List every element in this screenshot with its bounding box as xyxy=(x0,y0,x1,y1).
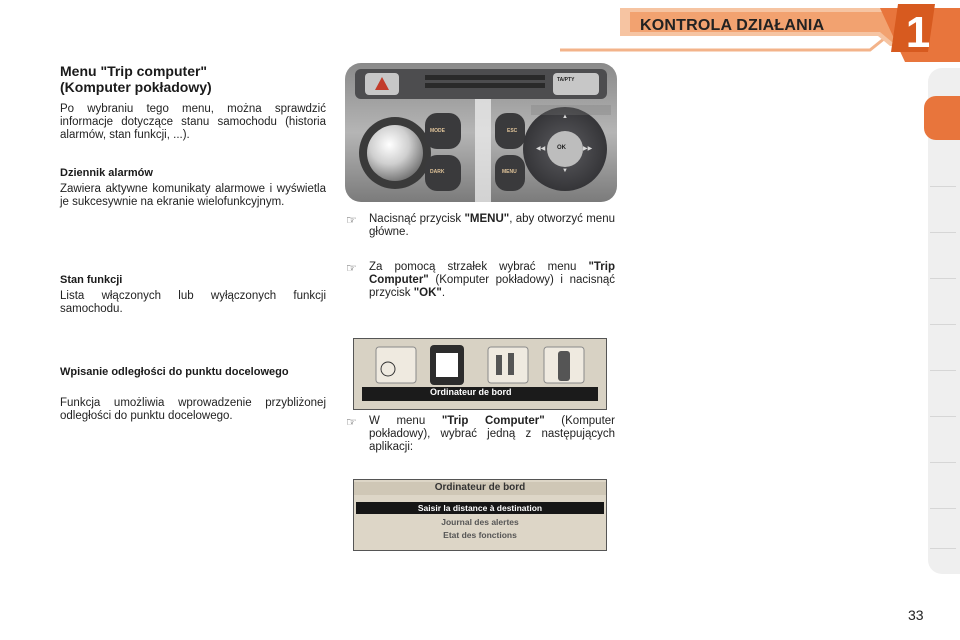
submenu-item[interactable]: Etat des fonctions xyxy=(443,530,517,540)
menu-button-label: MENU xyxy=(502,169,517,175)
submenu-item-selected[interactable]: Saisir la distance à destination xyxy=(417,503,543,513)
active-chapter-tab[interactable] xyxy=(924,96,960,140)
tab-divider xyxy=(930,186,956,187)
tab-divider xyxy=(930,370,956,371)
section-title-line2: (Komputer pokładowy) xyxy=(60,79,212,95)
arrow-right-icon: ▶▶ xyxy=(583,146,593,152)
chapter-tab-rail xyxy=(928,68,960,574)
tab-divider xyxy=(930,508,956,509)
trip-computer-submenu-screen xyxy=(353,479,607,551)
arrow-up-icon: ▲ xyxy=(562,114,568,120)
function-status-heading: Stan funkcji xyxy=(60,274,123,286)
chapter-number: 1 xyxy=(905,8,931,57)
instruction-step-2: Za pomocą strzałek wybrać menu "Trip Computer" (Komputer pokładowy) i nacisnąć przycisk "OK". xyxy=(369,261,615,299)
section-title xyxy=(60,63,212,95)
distance-entry-heading: Wpisanie odległości do punktu docelowego xyxy=(60,366,289,378)
mode-button-label: MODE xyxy=(430,128,445,134)
tab-divider xyxy=(930,278,956,279)
arrow-left-icon: ◀◀ xyxy=(536,146,546,152)
instruction-step-1: Nacisnąć przycisk "MENU", aby otworzyć menu główne. xyxy=(369,213,615,238)
submenu-item[interactable]: Journal des alertes xyxy=(441,517,519,527)
submenu-title: Ordinateur de bord xyxy=(434,482,526,493)
tab-divider xyxy=(930,548,956,549)
instruction-step-3: W menu "Trip Computer" (Komputer pokładowy), wybrać jedną z następujących aplikacji: xyxy=(369,415,615,453)
section-title-line1: Menu "Trip computer" xyxy=(60,63,208,79)
esc-button-label: ESC xyxy=(507,128,518,134)
alarm-log-body: Zawiera aktywne komunikaty alarmowe i wyświetla je sukcesywnie na ekranie wielofunkcyjnym. xyxy=(60,183,326,208)
alarm-log-heading: Dziennik alarmów xyxy=(60,167,153,179)
arrow-down-icon: ▼ xyxy=(562,168,568,174)
tab-divider xyxy=(930,324,956,325)
control-panel-image xyxy=(345,63,617,202)
tab-divider xyxy=(930,462,956,463)
ok-button-label: OK xyxy=(557,145,566,151)
menu-caption: Ordinateur de bord xyxy=(430,387,512,397)
intro-paragraph: Po wybraniu tego menu, można sprawdzić informacje dotyczące stanu samochodu (historia alarmów, stan funkcji, ...). xyxy=(60,103,326,141)
hand-pointer-icon: ☞ xyxy=(346,261,357,275)
tab-divider xyxy=(930,232,956,233)
tab-divider xyxy=(930,416,956,417)
hand-pointer-icon: ☞ xyxy=(346,415,357,429)
page-header-title: KONTROLA DZIAŁANIA xyxy=(640,17,825,34)
main-menu-screen xyxy=(353,338,607,410)
distance-entry-body: Funkcja umożliwia wprowadzenie przybliżonej odległości do punktu docelowego. xyxy=(60,397,326,422)
hand-pointer-icon: ☞ xyxy=(346,213,357,227)
dark-button-label: DARK xyxy=(430,169,445,175)
function-status-body: Lista włączonych lub wyłączonych funkcji samochodu. xyxy=(60,290,326,315)
ta-pty-button-label: TA/PTY xyxy=(557,77,575,83)
page-number: 33 xyxy=(908,607,924,623)
